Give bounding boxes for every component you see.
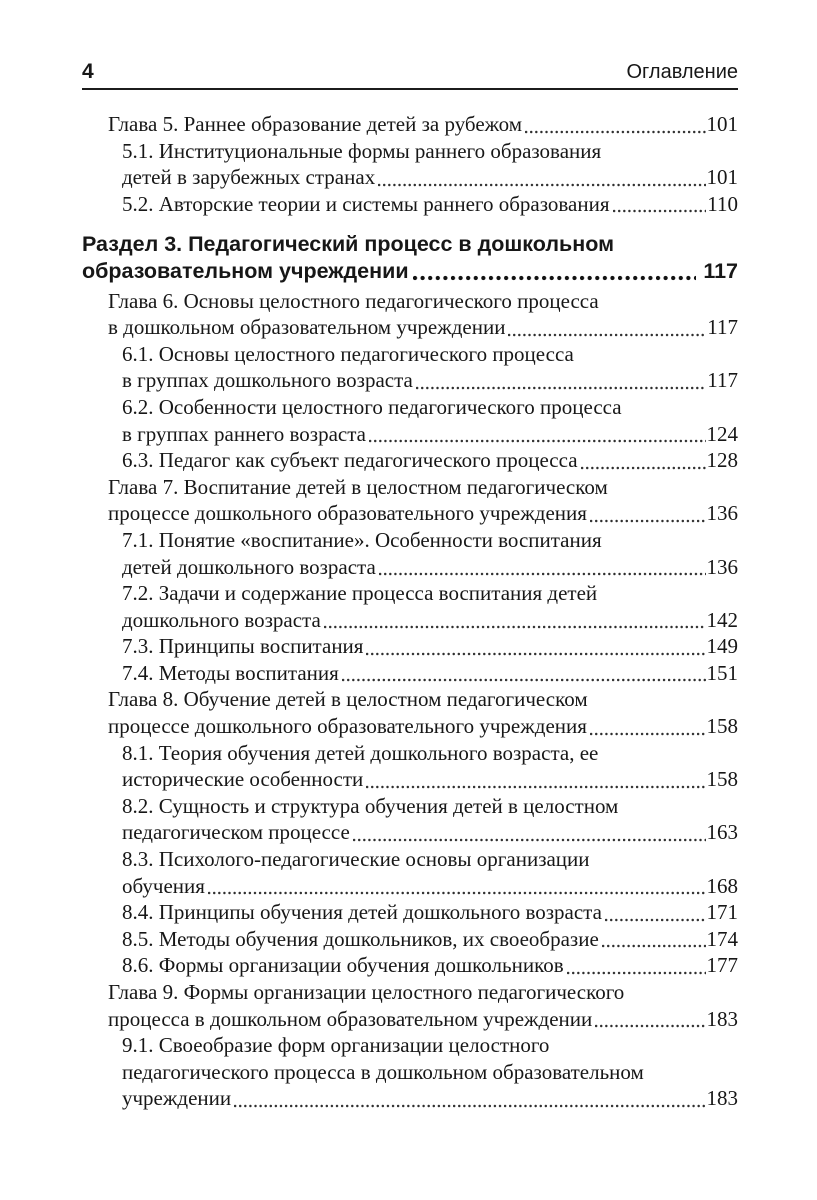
toc-text: образовательном учреждении: [82, 258, 409, 283]
toc-text: Глава 5. Раннее образование детей за рубежом: [108, 112, 523, 136]
page-title: Оглавление: [626, 61, 738, 83]
toc-text: 8.1. Теория обучения детей дошкольного возраста, ее: [122, 740, 599, 765]
dot-leader: [590, 518, 706, 524]
toc-text: в дошкольном образовательном учреждении: [108, 315, 506, 340]
dot-leader: [508, 332, 706, 338]
toc-line: [82, 231, 738, 258]
toc-entry-8-1[interactable]: [82, 740, 738, 793]
toc-text: 8.5. Методы обучения дошкольников, их своеобразие: [122, 926, 599, 951]
dot-leader: [413, 274, 697, 282]
toc-line: [82, 633, 738, 660]
toc-page-number: 142: [706, 607, 738, 632]
dot-leader: [353, 837, 706, 843]
toc-line: [82, 766, 738, 793]
toc-text: процессе дошкольного образовательного учреждения: [108, 501, 587, 526]
toc-text: дошкольного возраста: [122, 607, 321, 632]
toc-text: 7.3. Принципы воспитания: [122, 634, 364, 659]
running-header: [82, 60, 738, 90]
toc-page-number: 136: [706, 554, 738, 579]
toc-text: процесса в дошкольном образовательном учреждении: [108, 1006, 593, 1031]
toc-line: [82, 341, 738, 368]
toc-text: 7.4. Методы воспитания: [122, 660, 339, 685]
toc-text: 6.3. Педагог как субъект педагогического процесса: [122, 448, 578, 473]
toc-page-number: 177: [706, 953, 738, 978]
dot-leader: [590, 731, 706, 737]
toc-entry-6-3[interactable]: [82, 447, 738, 474]
toc-line: [82, 1059, 738, 1086]
toc-text: обучения: [122, 873, 205, 898]
toc-line: [82, 1006, 738, 1033]
toc-line: [82, 793, 738, 820]
toc-line: [82, 394, 738, 421]
toc-entry-8-6[interactable]: [82, 952, 738, 979]
toc-entry-ch6[interactable]: [82, 288, 738, 341]
toc-line: [82, 258, 738, 285]
dot-leader: [416, 385, 706, 391]
toc-text: 5.2. Авторские теории и системы раннего образования: [122, 191, 610, 216]
toc-text: 7.2. Задачи и содержание процесса воспитания детей: [122, 581, 598, 606]
toc-page-number: 128: [706, 448, 738, 473]
dot-leader: [369, 438, 706, 444]
toc-line: [82, 607, 738, 634]
toc-page-number: 117: [707, 368, 738, 393]
toc-entry-7-4[interactable]: [82, 660, 738, 687]
page-content: [82, 60, 738, 1112]
toc-text: Глава 9. Формы организации целостного педагогического: [108, 980, 625, 1004]
dot-leader: [613, 208, 707, 214]
toc-line: [82, 740, 738, 767]
toc-entry-7-2[interactable]: [82, 580, 738, 633]
toc-line: [82, 554, 738, 581]
dot-leader: [379, 571, 706, 577]
toc-text: 7.1. Понятие «воспитание». Особенности воспитания: [122, 527, 602, 552]
dot-leader: [595, 1023, 705, 1029]
dot-leader: [378, 182, 705, 188]
toc-entry-6-2[interactable]: [82, 394, 738, 447]
toc-line: [82, 421, 738, 448]
toc-line: [82, 367, 738, 394]
toc-page-number: 151: [706, 660, 738, 685]
toc-entry-8-3[interactable]: [82, 846, 738, 899]
toc-text: исторические особенности: [122, 767, 364, 792]
toc-line: [82, 111, 738, 138]
toc-line: [82, 164, 738, 191]
toc-line: [82, 873, 738, 900]
toc-line: [82, 979, 738, 1006]
toc-page-number: 158: [706, 714, 738, 739]
dot-leader: [602, 943, 706, 949]
toc-text: педагогического процесса в дошкольном образовательном: [122, 1059, 644, 1084]
toc-line: [82, 500, 738, 527]
toc-text: учреждении: [122, 1086, 232, 1111]
toc-line: [82, 713, 738, 740]
toc-text: детей дошкольного возраста: [122, 554, 376, 579]
toc-line: [82, 288, 738, 315]
toc-line: [82, 191, 738, 218]
dot-leader: [605, 917, 706, 923]
toc-line: [82, 138, 738, 165]
toc-text: Раздел 3. Педагогический процесс в дошкольном: [82, 232, 614, 257]
toc-line: [82, 846, 738, 873]
toc-text: детей в зарубежных странах: [122, 165, 376, 190]
toc-entry-ch5[interactable]: [82, 111, 738, 138]
toc-line: [82, 899, 738, 926]
toc-page-number: 163: [706, 820, 738, 845]
toc-page-number: 110: [707, 191, 738, 216]
toc-entry-ch7[interactable]: [82, 474, 738, 527]
toc-line: [82, 660, 738, 687]
dot-leader: [342, 677, 706, 683]
toc-line: [82, 926, 738, 953]
dot-leader: [324, 624, 706, 630]
toc-entry-5-2[interactable]: [82, 191, 738, 218]
toc-page-number: 149: [706, 634, 738, 659]
toc-text: 9.1. Своеобразие форм организации целостного: [122, 1033, 550, 1058]
toc-line: [82, 447, 738, 474]
toc-line: [82, 819, 738, 846]
toc-entry-ch9[interactable]: [82, 979, 738, 1032]
toc-entry-8-4[interactable]: [82, 899, 738, 926]
toc-page-number: 117: [707, 315, 738, 340]
toc-entry-8-5[interactable]: [82, 926, 738, 953]
dot-leader: [581, 465, 706, 471]
toc-text: педагогическом процессе: [122, 820, 350, 845]
toc-text: процессе дошкольного образовательного учреждения: [108, 714, 587, 739]
dot-leader: [366, 651, 705, 657]
dot-leader: [366, 784, 705, 790]
toc-text: 5.1. Институциональные формы раннего образования: [122, 138, 602, 163]
toc-entry-7-1[interactable]: [82, 527, 738, 580]
toc-page-number: 136: [706, 501, 738, 526]
toc-line: [82, 314, 738, 341]
toc-entry-razdel-3[interactable]: [82, 231, 738, 284]
toc-page-number: 183: [706, 1086, 738, 1111]
toc-page-number: 124: [706, 421, 738, 446]
dot-leader: [567, 970, 706, 976]
toc-line: [82, 474, 738, 501]
toc-entry-ch8[interactable]: [82, 686, 738, 739]
toc-entry-9-1[interactable]: [82, 1032, 738, 1112]
toc-entry-5-1[interactable]: [82, 138, 738, 191]
dot-leader: [525, 129, 705, 135]
toc-page-number: 158: [706, 767, 738, 792]
toc-line: [82, 1032, 738, 1059]
toc-text: в группах раннего возраста: [122, 421, 366, 446]
toc-text: Глава 8. Обучение детей в целостном педагогическом: [108, 687, 588, 712]
page-number: 4: [82, 60, 94, 83]
table-of-contents: [82, 111, 738, 1112]
dot-leader: [234, 1103, 705, 1109]
toc-text: Глава 7. Воспитание детей в целостном педагогическом: [108, 474, 608, 499]
toc-page-number: 117: [703, 258, 738, 283]
toc-text: 6.1. Основы целостного педагогического процесса: [122, 341, 574, 366]
toc-text: 6.2. Особенности целостного педагогического процесса: [122, 394, 622, 419]
toc-text: 8.3. Психолого-педагогические основы организации: [122, 847, 590, 872]
toc-line: [82, 1085, 738, 1112]
toc-entry-7-3[interactable]: [82, 633, 738, 660]
toc-text: в группах дошкольного возраста: [122, 368, 413, 393]
toc-page-number: 171: [706, 900, 738, 925]
toc-page-number: 168: [706, 873, 738, 898]
toc-page-number: 174: [706, 926, 738, 951]
toc-entry-8-2[interactable]: [82, 793, 738, 846]
toc-text: 8.4. Принципы обучения детей дошкольного возраста: [122, 900, 602, 925]
toc-line: [82, 686, 738, 713]
toc-line: [82, 527, 738, 554]
toc-page-number: 183: [706, 1006, 738, 1031]
toc-text: 8.6. Формы организации обучения дошкольников: [122, 953, 564, 978]
toc-page-number: 101: [706, 165, 738, 190]
toc-entry-6-1[interactable]: [82, 341, 738, 394]
toc-text: Глава 6. Основы целостного педагогического процесса: [108, 288, 599, 313]
toc-page-number: 101: [706, 112, 738, 136]
toc-line: [82, 580, 738, 607]
dot-leader: [208, 890, 706, 896]
toc-text: 8.2. Сущность и структура обучения детей в целостном: [122, 793, 619, 818]
toc-line: [82, 952, 738, 979]
